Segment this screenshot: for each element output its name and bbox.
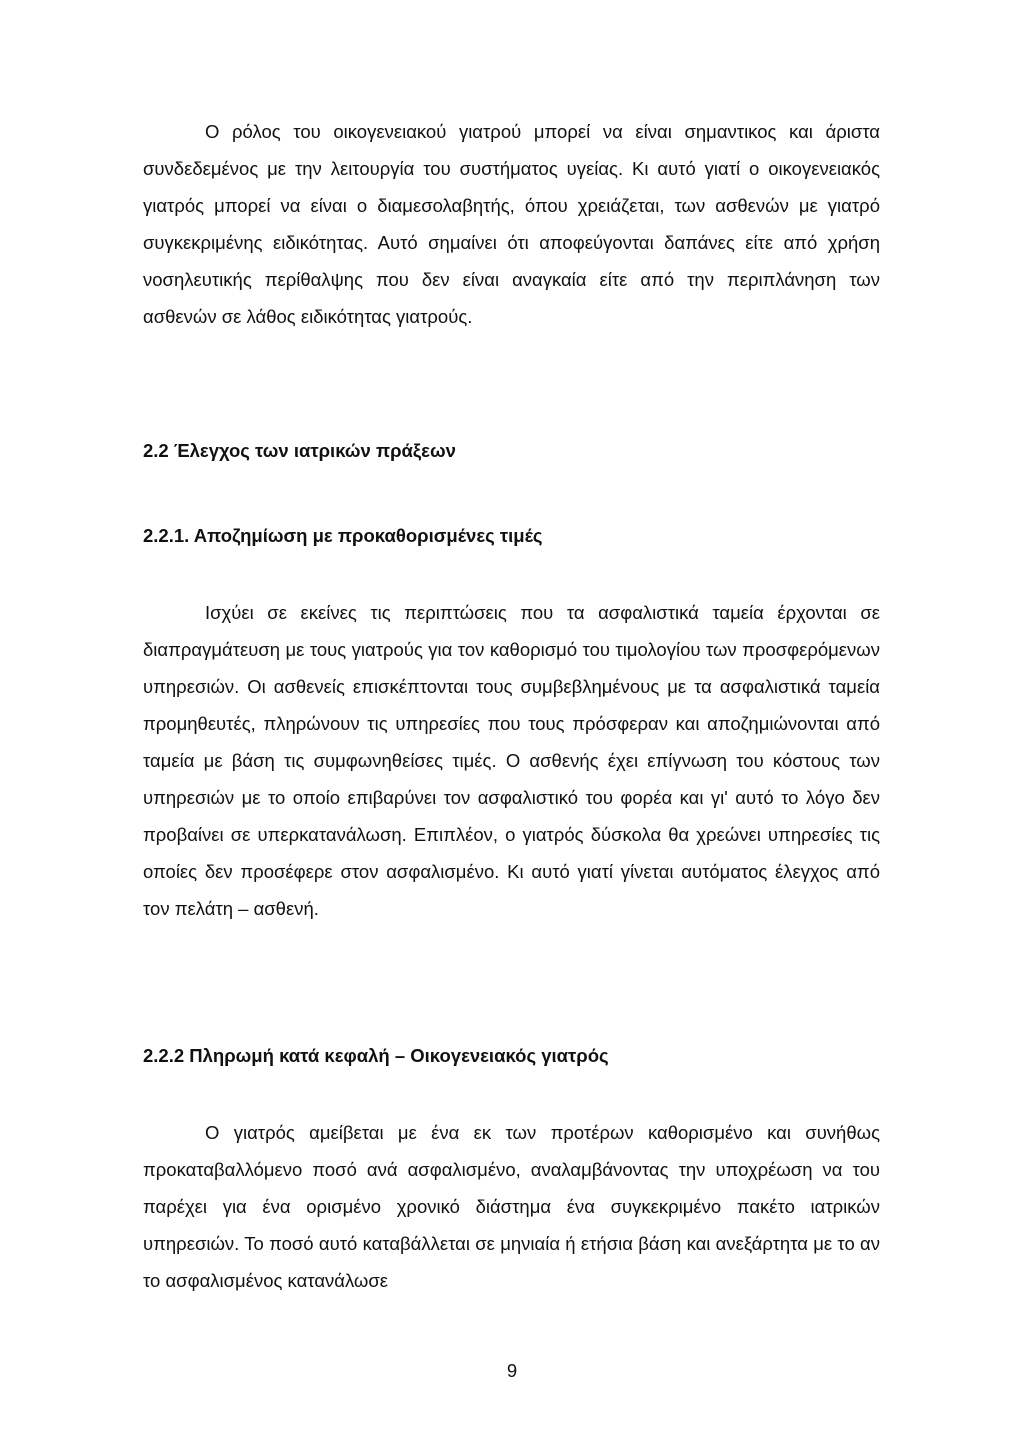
page-number: 9 — [506, 1360, 518, 1381]
paragraph-family-doctor-role: Ο ρόλος του οικογενειακού γιατρού μπορεί να είναι σημαντικος και άριστα συνδεδεμένος με την λειτουργία του συστήματος υγείας. Κι αυτό γιατί ο οικογενειακός γιατρός μπορεί να είναι ο διαμεσολαβητής, όπου χρειάζεται, των ασθενών με γιατρό συγκεκριμένης ειδικότητας. Αυτό σημαίνει ότι αποφεύγονται δαπάνες είτε από χρήση νοσηλευτικής περίθαλψης που δεν είναι αναγκαία είτε από την περιπλάνηση των ασθενών σε λάθος ειδικότητας γιατρούς. — [143, 121, 880, 327]
section-heading-2-2-1: 2.2.1. Αποζημίωση με προκαθορισμένες τιμές — [143, 525, 543, 546]
section-heading-2-2: 2.2 Έλεγχος των ιατρικών πράξεων — [143, 440, 456, 461]
paragraph-fee-for-service: Ισχύει σε εκείνες τις περιπτώσεις που τα ασφαλιστικά ταμεία έρχονται σε διαπραγμάτευση με τους γιατρούς για τον καθορισμό του τιμολογίου των προσφερόμενων υπηρεσιών. Οι ασθενείς επισκέπτονται τους συμβεβλημένους με τα ασφαλιστικά ταμεία προμηθευτές, πληρώνουν τις υπηρεσίες που τους πρόσφεραν και αποζημιώνονται από ταμεία με βάση τις συμφωνηθείσες τιμές. Ο ασθενής έχει επίγνωση του κόστους των υπηρεσιών με το οποίο επιβαρύνει τον ασφαλιστικό του φορέα και γι' αυτό το λόγο δεν προβαίνει σε υπερκατανάλωση. Επιπλέον, ο γιατρός δύσκολα θα χρεώνει υπηρεσίες τις οποίες δεν προσέφερε στον ασφαλισμένο. Κι αυτό γιατί γίνεται αυτόματος έλεγχος από τον πελάτη – ασθενή. — [143, 602, 880, 919]
paragraph-capitation: Ο γιατρός αμείβεται με ένα εκ των προτέρων καθορισμένο και συνήθως προκαταβαλλόμενο ποσό ανά ασφαλισμένο, αναλαμβάνοντας την υποχρέωση να του παρέχει για ένα ορισμένο χρονικό διάστημα ένα συγκεκριμένο πακέτο ιατρικών υπηρεσιών. Το ποσό αυτό καταβάλλεται σε μηνιαία ή ετήσια βάση και ανεξάρτητα με το αν το ασφαλισμένος κατανάλωσε — [143, 1122, 880, 1291]
section-heading-2-2-2: 2.2.2 Πληρωμή κατά κεφαλή – Οικογενειακός γιατρός — [143, 1045, 609, 1066]
